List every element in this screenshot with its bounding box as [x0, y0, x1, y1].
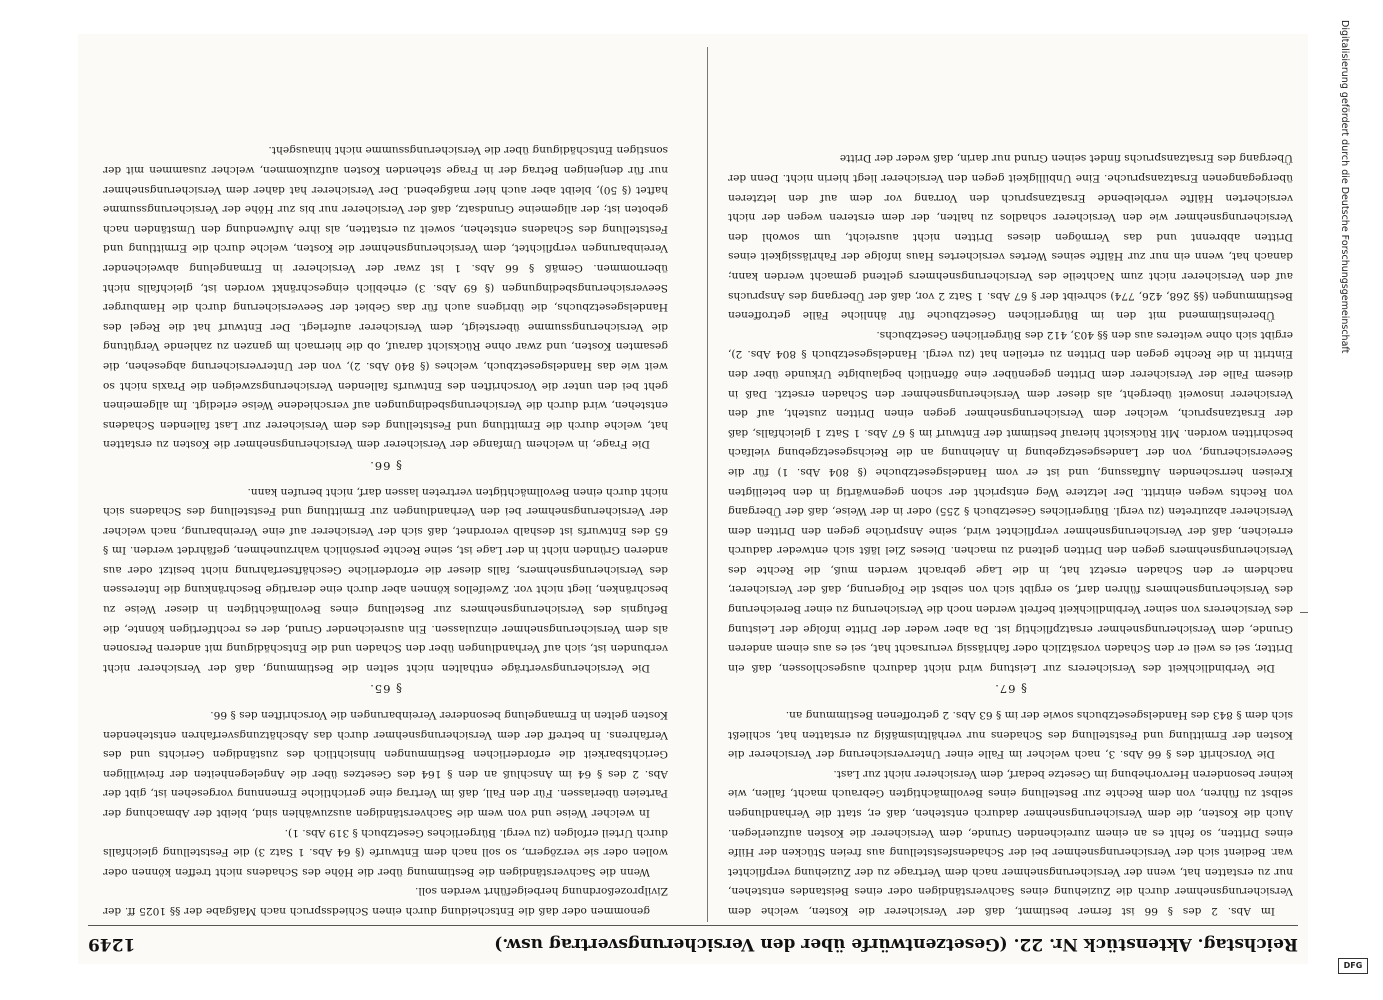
header-rule	[88, 925, 1298, 926]
paragraph: Die Vorschrift des § 66 Abs. 3, nach welcher im Falle einer Unterversicherung der Versicherer die Kosten der Ermittlung und Feststellung des Schadens nur verhältnismäßig zu erstatten hat, schließt sich dem § 843 des Handelsgesetzbuchs sowie der im § 63 Abs. 2 getroffenen Bestimmung an.	[728, 709, 1293, 761]
digitization-note-text: Digitalisierung gefördert durch die Deutsche Forschungsgemeinschaft	[1339, 20, 1350, 354]
section-heading: § 66.	[369, 458, 402, 473]
digitization-note	[1330, 20, 1350, 980]
paragraph: Übereinstimmend mit den im Bürgerlichen Gesetzbuche für ähnliche Fälle getroffenen Bestimmungen (§§ 268, 426, 774) schreibt der § 67 Abs. 1 Satz 2 vor, daß der Übergang des Anspruchs auf den Versicherer nicht zum Nachteile des Versicherungsnehmers geltend gemacht werden kann; danach hat, wenn ein nur zur Hälfte seines Wertes versichertes Haus infolge der Fahrlässigkeit eines Dritten abbrennt und das Vermögen dieses Dritten nicht ausreicht, um sowohl den Versicherungsnehmer wie den Versicherer schadlos zu halten, der dem ersteren wegen der nicht versicherten Hälfte verbleibende Ersatzanspruch den Vorrang vor dem auf den letzteren übergegangenen Ersatzanspruche. Eine Unbilligkeit gegen den Versicherer liegt hierin nicht. Denn der Übergang des Ersatzanspruchs findet seinen Grund nur darin, daß weder der Dritte	[728, 152, 1293, 322]
paragraph: Wenn die Sachverständigen die Bestimmung über die Höhe des Schadens nicht treffen können oder wollen oder sie verzögern, so soll nach dem Entwurfe (§ 64 Abs. 1 Satz 3) die Feststellung gleichfalls durch Urteil erfolgen (zu vergl. Bürgerliches Gesetzbuch § 319 Abs. 1).	[103, 826, 668, 878]
paragraph: Die Frage, in welchem Umfange der Versicherer dem Versicherungsnehmer die Kosten zu erstatten hat, welche durch die Ermittlung und Feststellung des dem Versicherer zur Last fallenden Schadens entstehen, wird durch die Versicherungsbedingungen auf verschiedene Weise erledigt. Im allgemeinen geht bei den unter die Vorschriften des Entwurfs fallenden Versicherungszweigen die Praxis nicht so weit wie das Handelsgesetzbuch, welches (§ 840 Abs. 2), von der Unterversicherung abgesehen, die gesamten Kosten, und zwar ohne Rücksicht darauf, ob die hiernach im ganzen zu zahlende Vergütung die Versicherungssumme übersteigt, dem Versicherer auferlegt. Der Entwurf hat die Regel des Handelsgesetzbuchs, die übrigens auch für das Gebiet der Seeversicherung durch die Hamburger Seeversicherungsbedingungen (§ 69 Abs. 3) erheblich eingeschränkt worden ist, gleichfalls nicht übernommen. Gemäß § 66 Abs. 1 ist zwar der Versicherer in Ermangelung abweichender Vereinbarungen verpflichtet, dem Versicherungsnehmer die Kosten, welche durch die Ermittlung und Feststellung des Schadens entstehen, soweit zu erstatten, als ihre Aufwendung den Umständen nach geboten ist; der allgemeine Grundsatz, daß der Versicherer nur bis zur Höhe der Versicherungssumme haftet (§ 50), bleibt aber auch hier maßgebend. Der Versicherer hat daher dem Versicherungsnehmer nur für denjenigen Betrag der in Frage stehenden Kosten aufzukommen, welcher zusammen mit der sonstigen Entschädigung über die Versicherungssumme nicht hinausgeht.	[103, 144, 668, 451]
page-number: 1249	[88, 934, 136, 954]
paragraph: Im Abs. 2 des § 66 ist ferner bestimmt, daß der Versicherer die Kosten, welche dem Versicherungsnehmer durch die Zuziehung eines Sachverständigen oder eines Beistandes entstehen, nur zu erstatten hat, wenn der Versicherungsnehmer nach dem Vertrage zu der Zuziehung verpflichtet war. Bedient sich der Versicherungsnehmer bei der Schadensfeststellung aus freien Stücken der Hilfe eines Dritten, so fehlt es an einem zureichenden Grunde, dem Versicherer die Kosten aufzuerlegen. Auch die Kosten, die dem Versicherungsnehmer dadurch entstehen, daß er, statt die Verhandlungen selbst zu führen, von dem Rechte zur Bestellung eines Bevollmächtigten Gebrauch macht, fallen, wie keiner besonderen Hervorhebung im Gesetze bedarf, dem Versicherer nicht zur Last.	[728, 767, 1293, 917]
column-divider	[707, 47, 708, 922]
text-column-right	[103, 50, 668, 920]
section-heading: § 67.	[994, 682, 1027, 697]
paragraph: Die Verbindlichkeit des Versicherers zur Leistung wird nicht dadurch ausgeschlossen, daß ein Dritter, sei es weil er den Schaden vorsätzlich oder fahrlässig verursacht hat, sei es aus einem anderen Grunde, dem Versicherungsnehmer ersatzpflichtig ist. Da aber weder der Dritte infolge der Leistung des Versicherers von seiner Verbindlichkeit befreit werden noch die Versicherung zu einer Bereicherung des Versicherungsnehmers führen darf, so ergibt sich von selbst die Folgerung, daß der Versicherer, nachdem er den Schaden ersetzt hat, in die Lage gebracht werden muß, die Rechte des Versicherungsnehmers gegen den Dritten geltend zu machen. Dieses Ziel läßt sich entweder dadurch erreichen, daß der Versicherungsnehmer verpflichtet wird, seine Ansprüche gegen den Dritten dem Versicherer abzutreten (zu vergl. Bürgerliches Gesetzbuch § 255) oder in der Weise, daß der Übergang von Rechts wegen eintritt. Der letztere Weg entspricht der schon gegenwärtig in den beteiligten Kreisen herrschenden Auffassung, und ist er vom Handelsgesetzbuche (§ 804 Abs. 1) für die Seeversicherung, von der Landesgesetzgebung in Anlehnung an die Reichsgesetzgebung vielfach beschritten worden. Mit Rücksicht hierauf bestimmt der Entwurf im § 67 Abs. 1 Satz 1 gleichfalls, daß der Ersatzanspruch, welcher dem Versicherungsnehmer gegen einen Dritten zusteht, auf den Versicherer insoweit übergeht, als dieser dem Versicherungsnehmer den Schaden ersetzt. Daß in diesem Falle der Versicherer dem Dritten gegenüber eine öffentlich beglaubigte Urkunde über den Eintritt in die Rechte gegen den Dritten zu erteilen hat (zu vergl. Handelsgesetzbuch § 804 Abs. 2), ergibt sich ohne weiteres aus den §§ 403, 412 des Bürgerlichen Gesetzbuchs.	[728, 328, 1293, 674]
scan-mark	[1300, 612, 1308, 613]
text-column-left	[728, 50, 1293, 920]
section-heading: § 65.	[369, 682, 402, 697]
paragraph: Die Versicherungsverträge enthalten nicht selten die Bestimmung, daß der Versicherer nicht verbunden ist, sich auf Verhandlungen über den Schaden und die Entschädigung mit anderen Personen als dem Versicherungsnehmer einzulassen. Ein ausreichender Grund, der es rechtfertigen könnte, die Befugnis des Versicherungsnehmers zur Bestellung eines Bevollmächtigten in dieser Weise zu beschränken, liegt nicht vor. Zweifellos können aber durch eine derartige Beschränkung die Interessen des Versicherungsnehmers, falls dieser die erforderliche Geschäftserfahrung nicht besitzt oder aus anderen Gründen nicht in der Lage ist, seine Rechte persönlich wahrzunehmen, gefährdet werden. Im § 65 des Entwurfs ist deshalb verordnet, daß sich der Versicherer auf eine Vereinbarung, nach welcher der Versicherungsnehmer bei den Verhandlungen zur Ermittlung und Feststellung des Schadens sich nicht durch einen Bevollmächtigten vertreten lassen darf, nicht berufen kann.	[103, 485, 668, 674]
paragraph: In welcher Weise und von wem die Sachverständigen auszuwählen sind, bleibt der Abmachung der Parteien überlassen. Für den Fall, daß im Vertrag eine gerichtliche Ernennung vorgesehen ist, gibt der Abs. 2 des § 64 im Anschluß an den § 164 des Gesetzes über die Angelegenheiten der freiwilligen Gerichtsbarkeit die erforderlichen Bestimmungen hinsichtlich des zuständigen Gerichts und des Verfahrens. In betreff der dem Versicherungsnehmer durch das Abschätzungsverfahren entstehenden Kosten gelten in Ermangelung besonderer Vereinbarungen die Vorschriften des § 66.	[103, 709, 668, 820]
running-head	[88, 926, 1298, 960]
paragraph: genommen oder daß die Entscheidung durch einen Schiedsspruch nach Maßgabe der §§ 1025 ff. der Zivilprozeßordnung herbeigeführt werden soll.	[103, 885, 668, 917]
dfg-logo: DFG	[1338, 958, 1368, 974]
page-title: Reichstag. Aktenstück Nr. 22. (Gesetzentwürfe über den Versicherungsvertrag usw.)	[494, 934, 1298, 954]
